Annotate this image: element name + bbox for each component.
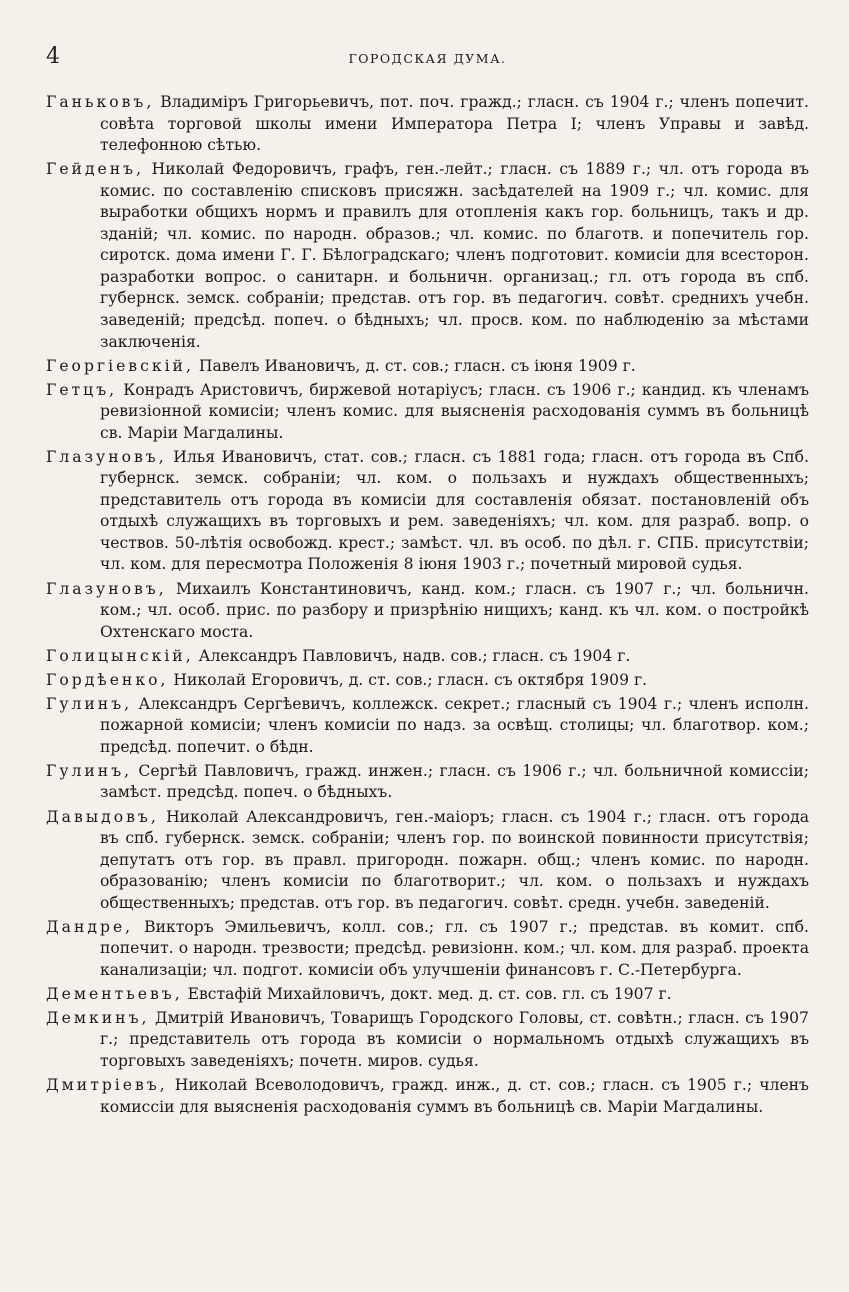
directory-entry [46,92,809,157]
directory-entry [46,579,809,644]
directory-entry [46,807,809,915]
entry-details: Николай Всеволодовичъ, гражд. инж., д. ст. сов.; гласн. съ 1905 г.; членъ комиссіи для выясненія расходованія суммъ въ больницѣ св. Маріи Магдалины. [100,1076,809,1116]
entry-surname: Гулинъ, [46,761,133,780]
directory-entry [46,1075,809,1118]
directory-entry [46,646,809,668]
entry-details: Конрадъ Аристовичъ, биржевой нотаріусъ; гласн. съ 1906 г.; кандид. къ членамъ ревизіонной комисіи; членъ комис. для выясненія расходованія суммъ въ больницѣ св. Маріи Магдалины. [100,380,809,442]
entry-surname: Гулинъ, [46,694,133,713]
directory-entry [46,984,809,1006]
entry-details: Владиміръ Григорьевичъ, пот. поч. гражд.; гласн. съ 1904 г.; членъ попечит. совѣта торговой школы имени Императора Петра I; членъ Управы и завѣд. телефонною сѣтью. [100,93,809,155]
directory-entry [46,761,809,804]
entry-surname: Голицынскій, [46,646,194,665]
entry-surname: Демкинъ, [46,1008,150,1027]
page-number: 4 [46,44,60,69]
entry-surname: Глазуновъ, [46,579,167,598]
entry-surname: Ганьковъ, [46,93,155,111]
entry-surname: Дмитріевъ, [46,1076,168,1095]
directory-entry [46,447,809,576]
directory-entry [46,159,809,353]
page-header [46,44,809,84]
entry-details: Сергѣй Павловичъ, гражд. инжен.; гласн. съ 1906 г.; чл. больничной комиссіи; замѣст. предсѣд. попеч. о бѣдныхъ. [100,761,809,802]
entry-list [46,92,809,1118]
directory-entry [46,1008,809,1073]
entry-details: Николай Александровичъ, ген.-маіоръ; гласн. съ 1904 г.; гласн. отъ города въ спб. губернск. земск. собраніи; членъ гор. по воинской повинности присутствія; депутатъ отъ гор. въ правл. пригородн. пожарн. общ.; членъ комис. по народн. образованію; членъ комисіи по благотворит.; чл. ком. о пользахъ и нуждахъ общественныхъ; представ. отъ гор. въ педагогич. совѣт. средн. учебн. заведеній. [100,807,809,912]
entry-details: Михаилъ Константиновичъ, канд. ком.; гласн. съ 1907 г.; чл. больничн. ком.; чл. особ. прис. по разбору и призрѣнію нищихъ; канд. къ чл. ком. о постройкѣ Охтенскаго моста. [100,579,809,641]
entry-details: Викторъ Эмильевичъ, колл. сов.; гл. съ 1907 г.; представ. въ комит. спб. попечит. о народн. трезвости; предсѣд. ревизіонн. ком.; чл. ком. для разраб. проекта канализаціи; чл. подгот. комисіи объ улучшеніи финансовъ г. С.-Петербурга. [100,917,809,979]
entry-surname: Глазуновъ, [46,447,167,466]
directory-entry [46,356,809,378]
directory-entry [46,917,809,982]
entry-details: Николай Егоровичъ, д. ст. сов.; гласн. съ октября 1909 г. [173,670,648,689]
entry-surname: Дементьевъ, [46,984,183,1003]
running-head: ГОРОДСКАЯ ДУМА. [348,51,507,66]
entry-surname: Гейденъ, [46,160,145,179]
directory-entry [46,694,809,759]
entry-surname: Давыдовъ, [46,807,159,826]
entry-details: Евстафій Михайловичъ, докт. мед. д. ст. сов. гл. съ 1907 г. [187,984,672,1003]
entry-details: Илья Ивановичъ, стат. сов.; гласн. съ 1881 года; гласн. отъ города въ Спб. губернск. земск. собраніи; чл. ком. о пользахъ и нуждахъ общественныхъ; представитель отъ города въ комисіи для составленія обязат. постановленій объ отдыхѣ служащихъ въ торговыхъ и рем. заведеніяхъ; чл. ком. для разраб. вопр. о чествов. 50-лѣтія освобожд. крест.; замѣст. чл. въ особ. по дѣл. г. СПБ. присутствіи; чл. ком. для пересмотра Положенія 8 іюня 1903 г.; почетный мировой судья. [100,447,809,574]
entry-surname: Гордѣенко, [46,670,169,689]
entry-details: Александръ Павловичъ, надв. сов.; гласн. съ 1904 г. [198,646,631,665]
entry-details: Николай Федоровичъ, графъ, ген.-лейт.; гласн. съ 1889 г.; чл. отъ города въ комис. по составленію списковъ присяжн. засѣдателей на 1909 г.; чл. комис. для выработки общихъ нормъ и правилъ для отопленія какъ гор. больницъ, такъ и др. зданій; чл. комис. по народн. образов.; чл. комис. по благотв. и попечитель гор. сиротск. дома имени Г. Г. Бѣлоградскаго; членъ подготовит. комисіи для всесторон. разработки вопрос. о санитарн. и больничн. организац.; гл. отъ города въ спб. губернск. земск. собраніи; представ. отъ гор. въ педагогич. совѣт. среднихъ учебн. заведеній; предсѣд. попеч. о бѣдныхъ; чл. просв. ком. по наблюденію за мѣстами заключенія. [100,160,809,351]
directory-entry [46,670,809,692]
entry-surname: Георгіевскій, [46,356,194,375]
directory-entry [46,380,809,445]
entry-surname: Дандре, [46,917,134,936]
entry-surname: Гетцъ, [46,380,118,399]
entry-details: Павелъ Ивановичъ, д. ст. сов.; гласн. съ іюня 1909 г. [198,356,636,375]
entry-details: Дмитрій Ивановичъ, Товарищъ Городского Головы, ст. совѣтн.; гласн. съ 1907 г.; представитель отъ города въ комисіи о нормальномъ отдыхѣ служащихъ въ торговыхъ заведеніяхъ; почетн. миров. судья. [100,1008,809,1071]
entry-details: Александръ Сергѣевичъ, коллежск. секрет.; гласный съ 1904 г.; членъ исполн. пожарной комисіи; членъ комисіи по надз. за освѣщ. столицы; чл. благотвор. ком.; предсѣд. попечит. о бѣдн. [100,694,809,756]
